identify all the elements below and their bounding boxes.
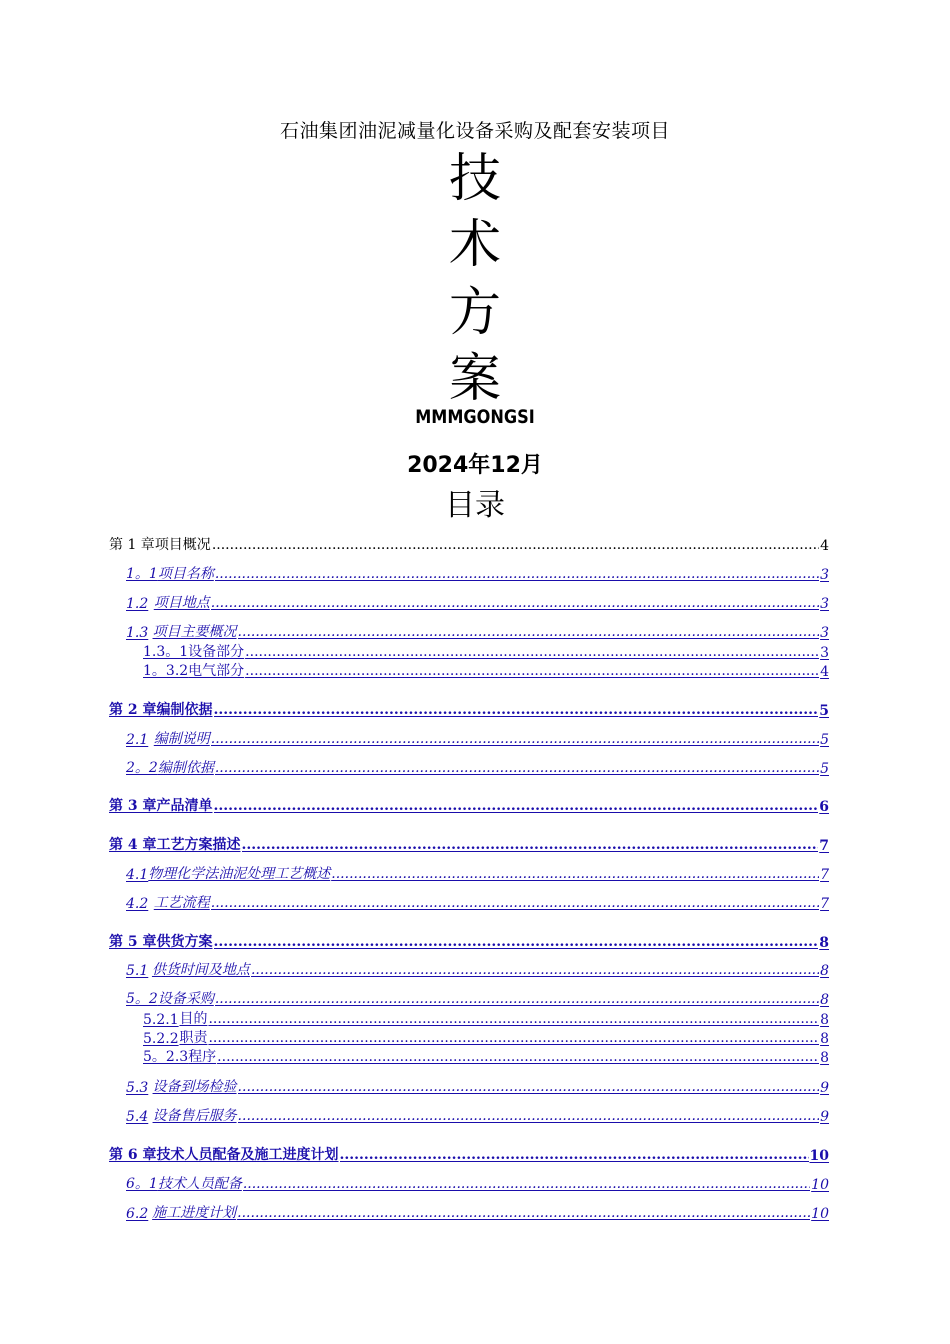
toc-number: 第 1 章 xyxy=(109,537,155,553)
toc-page: 10 xyxy=(809,1148,829,1164)
toc-number: 4.1 xyxy=(126,867,149,883)
toc-page: 9 xyxy=(820,1109,829,1125)
title-char-3: 方 xyxy=(448,283,501,343)
title-char-4: 案 xyxy=(448,349,501,409)
toc-page: 5 xyxy=(820,761,829,777)
toc-entry-5-2-1[interactable] xyxy=(143,1010,829,1028)
toc-title: 程序 xyxy=(188,1049,217,1065)
toc-entry-1-3-1[interactable] xyxy=(143,643,829,661)
toc-page: 3 xyxy=(820,625,829,641)
toc-leader xyxy=(238,1078,820,1096)
toc-number: 6。1 xyxy=(126,1176,158,1192)
toc-leader xyxy=(214,701,819,719)
toc-leader xyxy=(214,933,819,951)
toc-entry-ch5[interactable] xyxy=(109,933,829,951)
toc-number: 第 4 章 xyxy=(109,837,157,853)
toc-leader xyxy=(208,1029,819,1047)
toc-entry-2-2[interactable] xyxy=(126,759,829,777)
toc-number: 5.2.1 xyxy=(143,1012,179,1028)
company-name: MMMGONGSI xyxy=(415,406,535,428)
toc-entry-5-2[interactable] xyxy=(126,990,829,1008)
toc-page: 7 xyxy=(820,896,829,912)
toc-entry-1-3-2[interactable] xyxy=(143,662,829,680)
toc-entry-ch4[interactable] xyxy=(109,836,829,854)
toc-leader xyxy=(208,1010,819,1028)
toc-entry-5-1[interactable] xyxy=(126,961,829,979)
toc-number: 4.2 xyxy=(126,896,149,912)
toc-leader xyxy=(238,623,820,641)
toc-title: 供货时间及地点 xyxy=(151,962,250,978)
toc-title: 施工进度计划 xyxy=(152,1205,237,1221)
toc-title: 编制说明 xyxy=(153,731,210,747)
toc-title: 项目名称 xyxy=(157,566,214,582)
toc-page: 8 xyxy=(820,963,829,979)
toc-page: 8 xyxy=(820,1050,829,1066)
toc-number: 1。1 xyxy=(126,566,158,582)
toc-number: 1.2 xyxy=(126,596,149,612)
title-char-1: 技 xyxy=(448,149,501,209)
toc-leader xyxy=(211,730,819,748)
toc-entry-5-4[interactable] xyxy=(126,1107,829,1125)
toc-leader xyxy=(245,643,819,661)
toc-leader xyxy=(238,1107,820,1125)
toc-number: 2.1 xyxy=(126,732,149,748)
toc-page: 9 xyxy=(820,1080,829,1096)
document-date: 2024年12月 xyxy=(407,453,543,478)
toc-page: 8 xyxy=(820,1031,829,1047)
toc-entry-5-2-2[interactable] xyxy=(143,1029,829,1047)
toc-leader xyxy=(243,1175,810,1193)
toc-entry-5-2-3[interactable] xyxy=(143,1048,829,1066)
toc-number: 第 6 章 xyxy=(109,1147,157,1163)
toc-number: 1.3。1 xyxy=(143,644,189,660)
toc-number: 5.1 xyxy=(126,963,149,979)
toc-title: 物理化学法油泥处理工艺概述 xyxy=(148,866,331,882)
toc-number: 第 3 章 xyxy=(109,798,157,814)
toc-title: 电气部分 xyxy=(188,663,245,679)
toc-heading: 目录 xyxy=(445,488,505,523)
toc-title: 产品清单 xyxy=(156,798,213,814)
toc-leader xyxy=(242,836,819,854)
toc-number: 1.3 xyxy=(126,625,149,641)
toc-entry-1-3[interactable] xyxy=(126,623,829,641)
toc-number: 2。2 xyxy=(126,760,158,776)
toc-page: 6 xyxy=(819,799,829,815)
toc-entry-4-1[interactable] xyxy=(126,865,829,883)
toc-title: 设备售后服务 xyxy=(152,1108,237,1124)
toc-number: 5。2 xyxy=(126,991,158,1007)
toc-leader xyxy=(331,865,819,883)
toc-title: 设备采购 xyxy=(157,991,214,1007)
toc-leader xyxy=(214,797,819,815)
toc-page: 3 xyxy=(820,645,829,661)
toc-number: 第 5 章 xyxy=(109,934,157,950)
toc-title: 项目概况 xyxy=(154,537,211,553)
toc-entry-4-2[interactable] xyxy=(126,894,829,912)
toc-leader xyxy=(245,662,819,680)
toc-title: 职责 xyxy=(179,1030,208,1046)
toc-title: 技术人员配备 xyxy=(157,1176,242,1192)
toc-page: 3 xyxy=(820,596,829,612)
toc-page: 7 xyxy=(819,838,829,854)
toc-page: 4 xyxy=(820,664,829,680)
toc-page: 5 xyxy=(820,732,829,748)
toc-leader xyxy=(215,759,819,777)
toc-leader xyxy=(215,565,819,583)
toc-entry-6-1[interactable] xyxy=(126,1175,829,1193)
toc-number: 5.3 xyxy=(126,1080,149,1096)
toc-entry-5-3[interactable] xyxy=(126,1078,829,1096)
toc-title: 编制依据 xyxy=(157,760,214,776)
toc-entry-ch6[interactable] xyxy=(109,1146,829,1164)
toc-number: 第 2 章 xyxy=(109,702,157,718)
toc-leader xyxy=(251,961,819,979)
title-char-2: 术 xyxy=(448,215,501,275)
toc-leader xyxy=(217,1048,819,1066)
toc-title: 项目地点 xyxy=(153,595,210,611)
toc-title: 编制依据 xyxy=(156,702,213,718)
toc-title: 项目主要概况 xyxy=(152,624,237,640)
toc-entry-1-2[interactable] xyxy=(126,594,829,612)
toc-entry-ch1[interactable] xyxy=(109,536,829,554)
toc-page: 8 xyxy=(820,992,829,1008)
toc-title: 供货方案 xyxy=(156,934,213,950)
toc-leader xyxy=(237,1204,810,1222)
toc-number: 5.4 xyxy=(126,1109,149,1125)
toc-number: 5。2.3 xyxy=(143,1049,189,1065)
toc-entry-ch2[interactable] xyxy=(109,701,829,719)
toc-leader xyxy=(211,894,819,912)
toc-title: 目的 xyxy=(179,1011,208,1027)
toc-number: 6.2 xyxy=(126,1206,149,1222)
toc-title: 工艺方案描述 xyxy=(156,837,241,853)
toc-entry-6-2[interactable] xyxy=(126,1204,829,1222)
toc-title: 设备到场检验 xyxy=(152,1079,237,1095)
toc-page: 8 xyxy=(820,1012,829,1028)
toc-leader xyxy=(211,594,819,612)
toc-page: 4 xyxy=(820,538,829,554)
toc-title: 设备部分 xyxy=(188,644,245,660)
document-subtitle: 石油集团油泥减量化设备采购及配套安装项目 xyxy=(279,120,670,142)
toc-number: 5.2.2 xyxy=(143,1031,179,1047)
toc-page: 7 xyxy=(820,867,829,883)
toc-title: 技术人员配备及施工进度计划 xyxy=(156,1147,339,1163)
toc-page: 10 xyxy=(811,1177,829,1193)
toc-entry-ch3[interactable] xyxy=(109,797,829,815)
toc-entry-2-1[interactable] xyxy=(126,730,829,748)
toc-leader xyxy=(215,990,819,1008)
toc-leader xyxy=(212,536,819,554)
toc-leader xyxy=(340,1146,809,1164)
toc-title: 工艺流程 xyxy=(153,895,210,911)
toc-page: 3 xyxy=(820,567,829,583)
toc-page: 8 xyxy=(819,935,829,951)
toc-page: 5 xyxy=(819,703,829,719)
toc-page: 10 xyxy=(811,1206,829,1222)
toc-entry-1-1[interactable] xyxy=(126,565,829,583)
toc-number: 1。3.2 xyxy=(143,663,189,679)
